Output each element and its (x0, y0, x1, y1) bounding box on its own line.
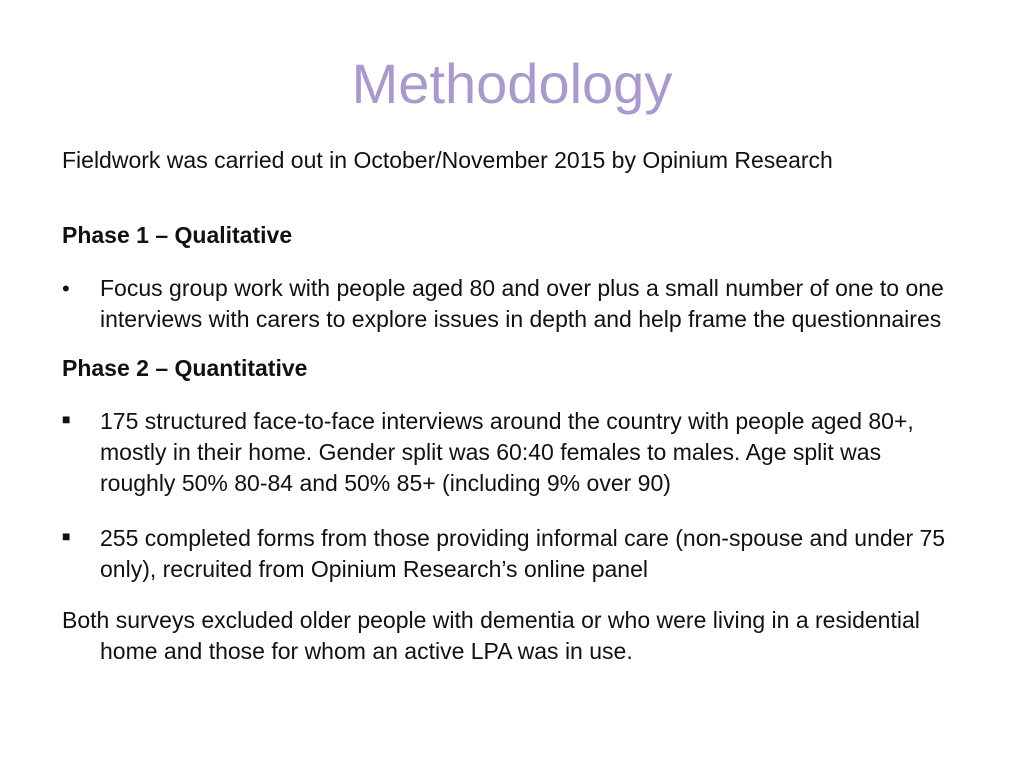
bullet-dot-icon: • (62, 276, 70, 301)
phase1-bullet (62, 273, 962, 335)
phase2-bullet-1-text: 175 structured face-to-face interviews around the country with people aged 80+, mostly in their home. Gender split was 60:40 females to males. Age split was roughly 50% 80-84 and 50% 85+ (including 9% over 90) (100, 408, 914, 496)
phase2-bullet-1 (62, 406, 962, 499)
closing-text: Both surveys excluded older people with dementia or who were living in a residential home and those for whom an active LPA was in use. (62, 607, 920, 664)
phase2-heading: Phase 2 – Quantitative (62, 355, 308, 381)
phase2-bullet-2-text: 255 completed forms from those providing informal care (non-spouse and under 75 only), recruited from Opinium Research’s online panel (100, 525, 946, 582)
bullet-square-icon: ■ (62, 528, 71, 544)
slide-title: Methodology (351, 52, 673, 115)
phase1-heading: Phase 1 – Qualitative (62, 222, 293, 248)
intro-text: Fieldwork was carried out in October/November 2015 by Opinium Research (62, 147, 833, 173)
phase1-bullet-text: Focus group work with people aged 80 and over plus a small number of one to one interviews with carers to explore issues in depth and help frame the questionnaires (100, 275, 944, 332)
bullet-square-icon: ■ (62, 411, 71, 427)
phase2-bullet-2 (62, 523, 962, 585)
slide-body (62, 145, 962, 667)
